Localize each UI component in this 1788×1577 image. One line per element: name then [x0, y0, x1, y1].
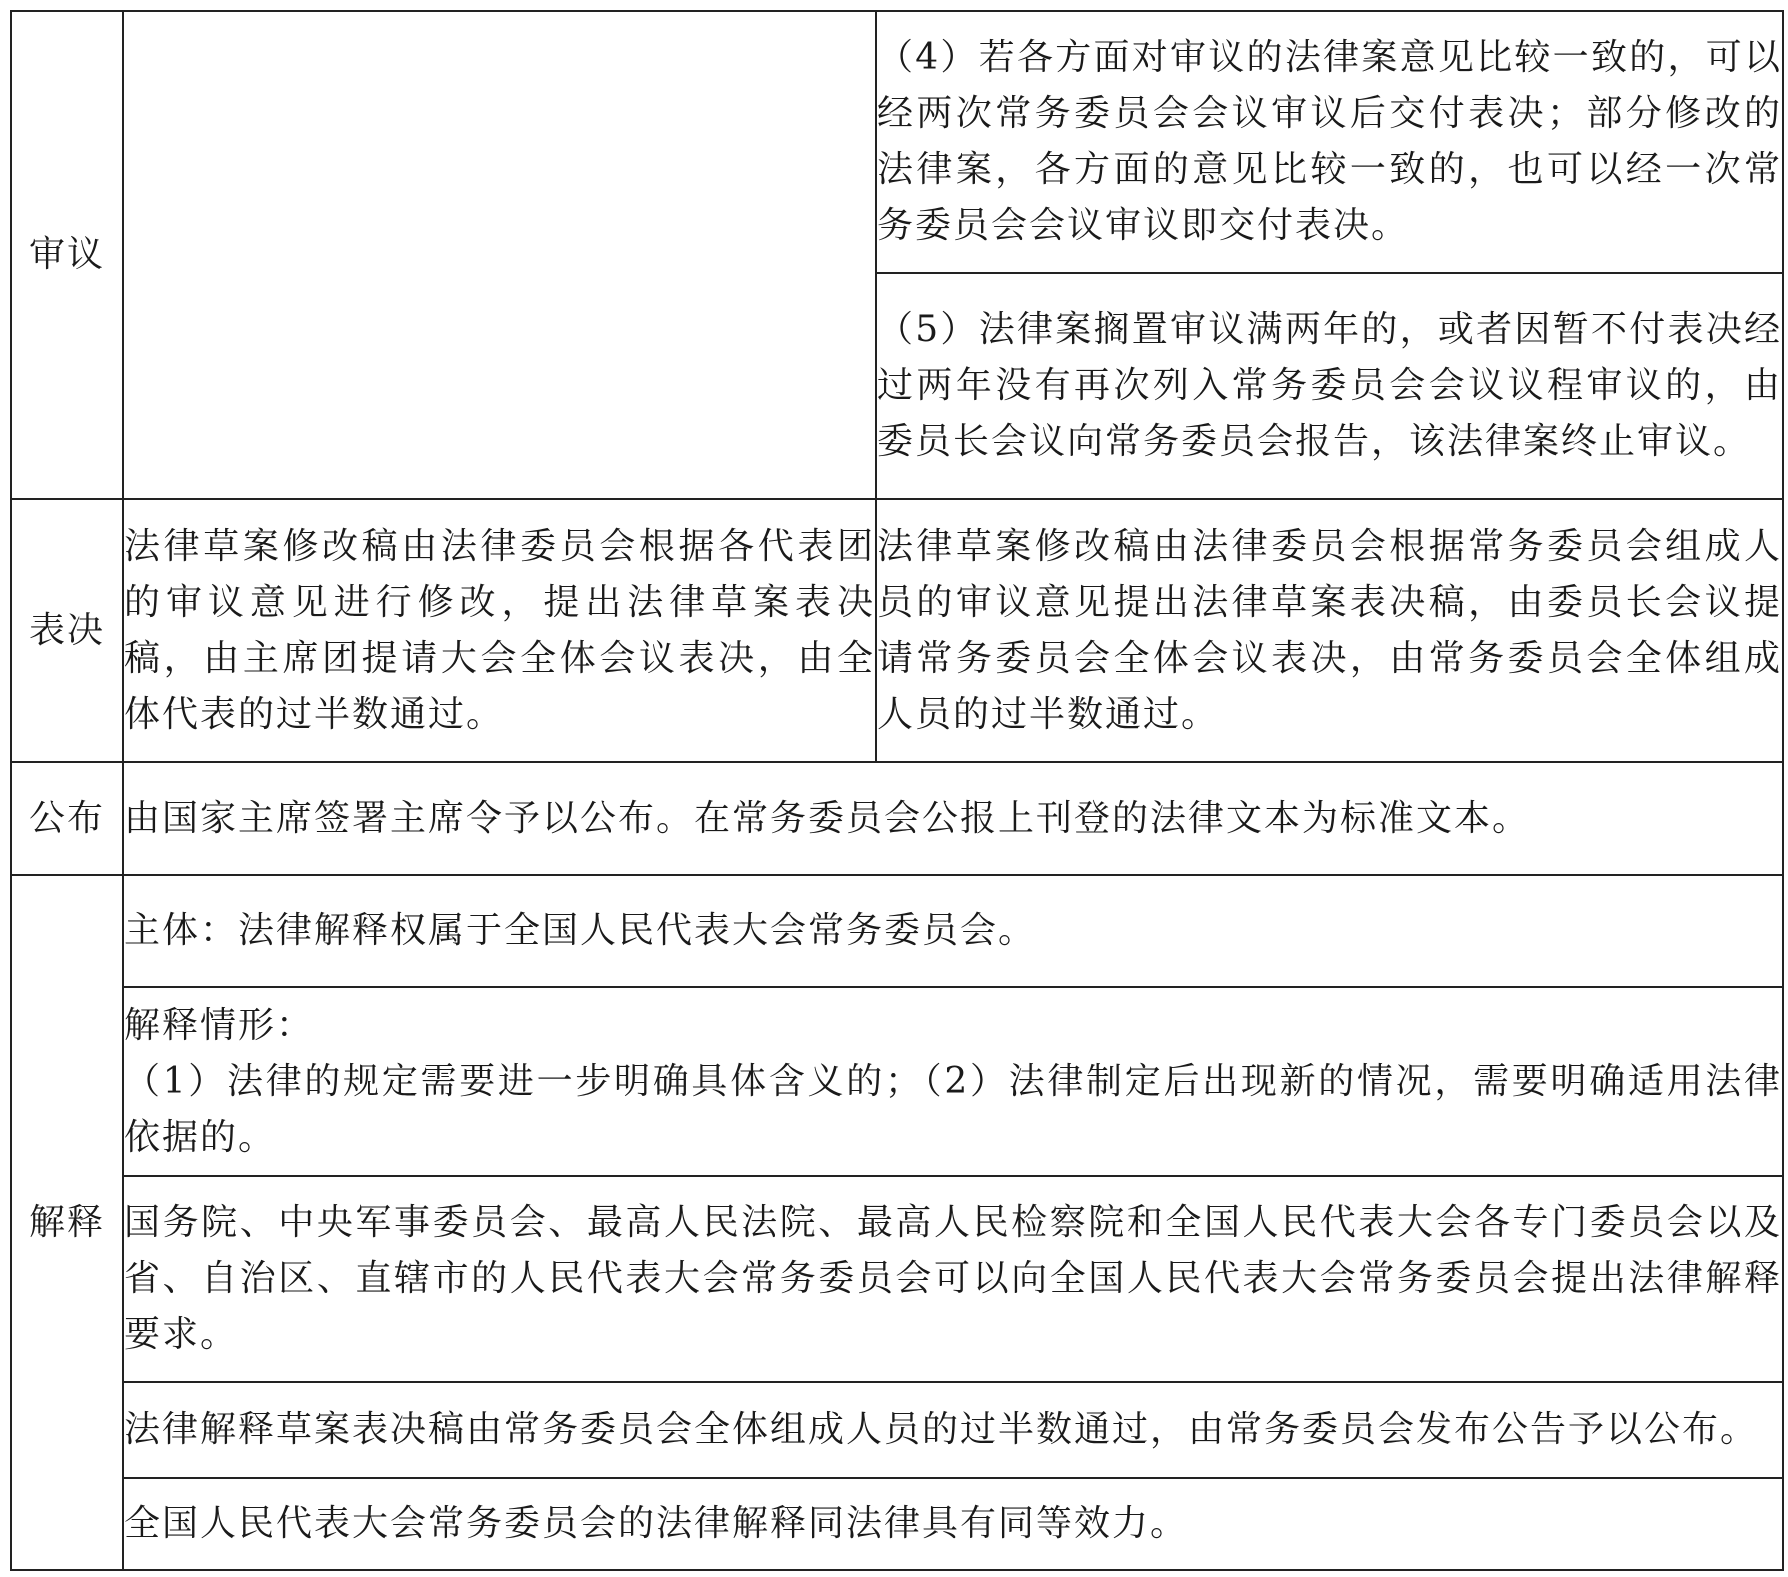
- interpretation-row-subject: [11, 875, 1783, 987]
- interpretation-label: 解释: [11, 875, 123, 1570]
- review-item4-cell: （4）若各方面对审议的法律案意见比较一致的，可以经两次常务委员会会议审议后交付表决；部分修改的法律案，各方面的意见比较一致的，也可以经一次常务委员会会议审议即交付表决。: [876, 11, 1783, 273]
- interpretation-row-requesters: [11, 1176, 1783, 1382]
- interpretation-adoption-cell: 法律解释草案表决稿由常务委员会全体组成人员的过半数通过，由常务委员会发布公告予以公布。: [123, 1382, 1783, 1478]
- review-row-item4: [11, 11, 1783, 273]
- interpretation-cases-cell: [123, 987, 1783, 1176]
- interpretation-subject-cell: 主体：法律解释权属于全国人民代表大会常务委员会。: [123, 875, 1783, 987]
- law-procedure-table: [10, 10, 1784, 1571]
- review-npc-empty-cell: [123, 11, 876, 499]
- vote-standing-cell: 法律草案修改稿由法律委员会根据常务委员会组成人员的审议意见提出法律草案表决稿，由委员长会议提请常务委员会全体会议表决，由常务委员会全体组成人员的过半数通过。: [876, 499, 1783, 762]
- interpretation-cases-title: 解释情形：: [124, 1004, 315, 1046]
- vote-npc-cell: 法律草案修改稿由法律委员会根据各代表团的审议意见进行修改，提出法律草案表决稿，由主席团提请大会全体会议表决，由全体代表的过半数通过。: [123, 499, 876, 762]
- review-label: 审议: [11, 11, 123, 499]
- interpretation-effect-cell: 全国人民代表大会常务委员会的法律解释同法律具有同等效力。: [123, 1478, 1783, 1570]
- interpretation-row-cases: [11, 987, 1783, 1176]
- promulgation-row: [11, 762, 1783, 875]
- interpretation-row-adoption: [11, 1382, 1783, 1478]
- vote-label: 表决: [11, 499, 123, 762]
- promulgation-label: 公布: [11, 762, 123, 875]
- vote-row: [11, 499, 1783, 762]
- review-item5-cell: （5）法律案搁置审议满两年的，或者因暂不付表决经过两年没有再次列入常务委员会会议议程审议的，由委员长会议向常务委员会报告，该法律案终止审议。: [876, 273, 1783, 499]
- interpretation-requesters-cell: 国务院、中央军事委员会、最高人民法院、最高人民检察院和全国人民代表大会各专门委员会以及省、自治区、直辖市的人民代表大会常务委员会可以向全国人民代表大会常务委员会提出法律解释要求。: [123, 1176, 1783, 1382]
- interpretation-cases-text: （1）法律的规定需要进一步明确具体含义的；（2）法律制定后出现新的情况，需要明确适用法律依据的。: [124, 1060, 1782, 1158]
- interpretation-row-effect: [11, 1478, 1783, 1570]
- promulgation-cell: 由国家主席签署主席令予以公布。在常务委员会公报上刊登的法律文本为标准文本。: [123, 762, 1783, 875]
